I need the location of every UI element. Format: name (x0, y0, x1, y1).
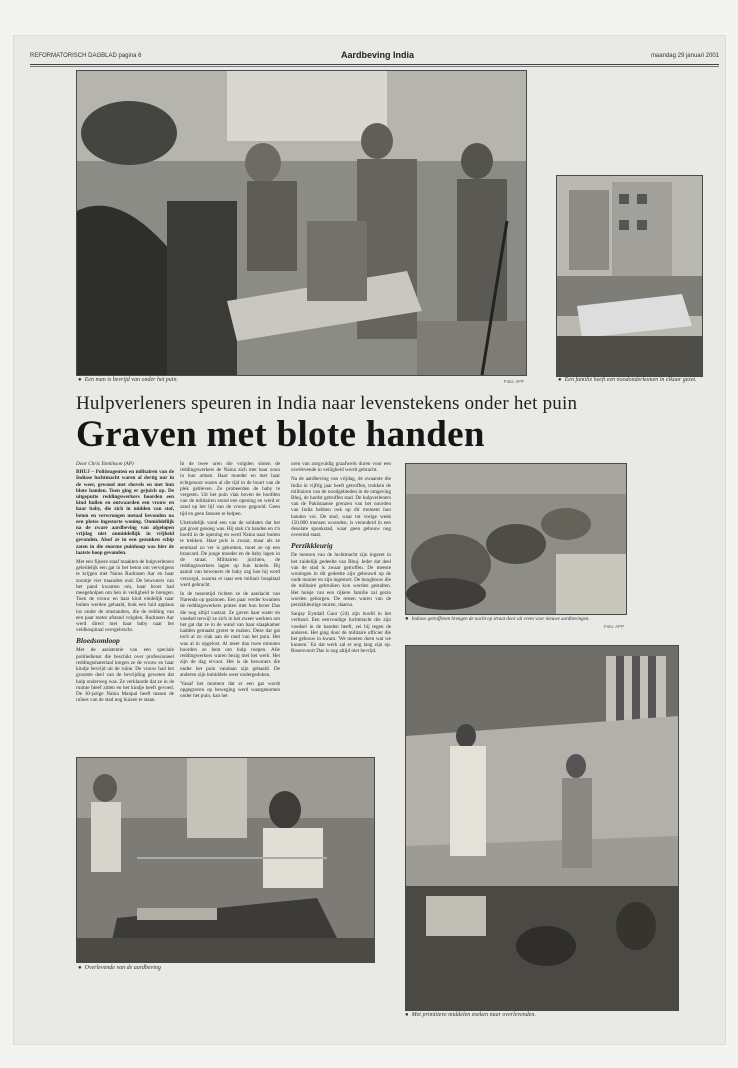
article-headline: Graven met blote handen (76, 414, 485, 455)
injured-photo-caption-text: Overlevende van de aardbeving (84, 965, 161, 971)
caption-bullet: ● (558, 377, 562, 383)
article-column-2 (180, 461, 280, 761)
page-header (30, 50, 725, 64)
article-subhead: Perzikkleurig (291, 541, 333, 551)
section-title: Aardbeving India (340, 50, 414, 60)
article-column-1 (76, 461, 174, 761)
rescue-photo-caption-text: Een man is bevrijd van onder het puin. (84, 377, 178, 383)
shelter-photo-caption-text: Een familie heeft een noodonderkomen in elkaar gezet. (564, 377, 697, 383)
article-paragraph: In de tussentijd richten ze de aandacht van Narenda op gezinnen. Een paar verder kwamen de reddingswerkers praten met hun broer Das die nog altijd vastzat. Ze gaven haar water en voedsel terwijl ze zich in het zweet werkten om het gat dat ze in de wand van haar slaapkamer hadden gemaakt groter te maken. Deze dat gat toch al zo vlak aan de rand van het puin. Het was al in opgelost. Al meer dan twee minuten hoorden ze hem om hulp roepen. Alle reddingwerkers waren bezig met het werk. Het zijn de dag ervoor. Het is de bewoners die onder het puin vandaan zijn gehaald. De anderen zijn inmiddels weer ondergedoken. (180, 591, 280, 678)
injured-photo-caption (78, 965, 161, 971)
rescue-photo-caption (78, 377, 178, 383)
article-paragraph: 'Vanaf het moment dat er een gat wordt opgegraven op beweging werd waargenomen onder het puin, kan het (180, 680, 280, 700)
article-lead: BHUJ – Politieagenten en militairen van de Indiase luchtmacht waren al dertig uur in de weer, gewond met shovels en met hun blote handen. Toen ging er gejuich op. De uitgeputte reddingswerkers hoorden een kind huilen en ontwaarden een vrouw en haar baby, die zich in midden van stof, beton en verwrongen metaal bevonden na een plotse ingestorte woning. Onmiddellijk na de zware aardbeving van afgelopen vrijdag niet onmiddellijk in vrijheid gevonden. Alsof ze in een gezonken schip zaten in die enorme puinhoop was hier de laatste hoop gevonden. (76, 469, 174, 556)
shelter-photo-caption (558, 377, 697, 383)
header-rule (30, 64, 719, 65)
digging-photo (405, 645, 679, 1011)
rescue-photo-credit: Foto: AFP (504, 379, 525, 384)
article-paragraph: uren van zorgvuldig graafwerk duren voor een overlevende in veiligheid wordt gebracht. (291, 461, 391, 474)
caption-bullet: ● (405, 616, 409, 622)
survivors-photo (405, 463, 627, 615)
article-paragraph: Met de assistentie van een speciale politiedienst die beschikt over professioneel reddingsmateriaal kregen ze de vrouw en haar kindje bevrijd uit de ruïne. De vrouw had het grootste deel van de bevrijding geweten dat hulp onderweg was. Ze verklaarde dat ze in de ruimte bleef zitten en het kindje heeft gevoed. De 30-jarige Naina Manpal heeft tussen de ruïnes van de stad nog huizen te staan. (76, 647, 174, 704)
survivors-photo-caption (405, 616, 590, 622)
rescue-photo (76, 70, 527, 376)
article-byline: Door Chris Tomlinson (AP) (76, 461, 134, 467)
digging-photo-caption (405, 1012, 536, 1018)
survivors-photo-credit: Foto: AFP (604, 624, 625, 629)
page-date: maandag 29 januari 2001 (650, 53, 719, 59)
header-rule-thin (30, 66, 719, 67)
article-paragraph: Na de aardbeving van vrijdag, de zwaarste die India in vijftig jaar heeft getroffen, trokken de militairen van de noodgebieden in de omgeving Bhuj, de hardst getroffen stad. De hulpverleners van de Pakistaanse grenzen van het noorden van India hebben ook op dit moment hun handen vol. De stad, waar tot vorige week 150.000 mensen woonden, is veranderd in een desolate spookstad, waar geen gebouw nog overeind staat. (291, 476, 391, 539)
article-paragraph: De mensen van de luchtmacht zijn ingezet in het zuidelijk gedeelte van Bhuj. Ieder dat deel van de stad is zwaar getroffen. De meeste woningen in dit gedeelte zijn gebouwd op de oude manier en zijn ingestort. De hoogbouw die de militaire gebruiken kon worden gestalten. Het huisje van een rijkere familie zal gezin worden geborgen. De resten waren van de perzikkleurige muren, daarna. (291, 552, 391, 609)
article-paragraph: Met een fijnere staaf maakten de hulpverleners geleidelijk een gat in het beton om vervolgens te krijgen met Naina Rudrasen Aar en haar zoontje vier maanden oud. De bewoners van het pand kwamen om, haar broer had meegeholpen om hen in veiligheid te brengen. Toen de vrouw en haar kind eindelijk naar buiten werden gehaald, brak een luid applaus los onder de omstanders, die de redding van een paar meter afstand volgden. Rudrasen Aar werd direct met haar baby naar het veldhospitaal overgebracht. (76, 559, 174, 634)
article-paragraph: Uiteindelijk vond een van de soldaten dat het gat groot genoeg was. Hij stak z'n handen en z'n hoofd in de opening en werd Naina naar buiten te trekken. Haar pols is zwaar, maar als ze eenmaal zo ver is gekomen, moet ze op een brancard. De jonge moeder en de baby lagen in de straat. Militairen juichten, de reddingswerkers lagen op hun knieën. Bij aantal van bewoners de baby zag hoe hij werd verzorgd, waarna er naar een militair hospitaal werd gebracht. (180, 519, 280, 588)
caption-bullet: ● (78, 377, 82, 383)
digging-photo-caption-text: Met primitieve middelen zoeken naar overlevenden. (411, 1012, 536, 1018)
newspaper-page (14, 36, 725, 1044)
article-subhead: Bloedsomloop (76, 636, 120, 646)
article-column-3 (291, 461, 391, 761)
shelter-photo (556, 175, 703, 377)
caption-bullet: ● (405, 1012, 409, 1018)
article-paragraph: Sanjay Eyndall Gaur (24) zijn hoofd in het verband. Een eenvoudige luchtmacht die zijn voedsel in de handen heeft, zei hij tegen de anderen. Het ging door de militaire officier die het gebouw in kwam. 'We moeten doen wat we kunnen.' En dat werk zal er nog lang zijn op. Rosenvoort Das is nog altijd niet bevrijd. (291, 611, 391, 655)
injured-photo (76, 757, 375, 963)
paper-name: REFORMATORISCH DAGBLAD pagina 6 (30, 53, 142, 59)
survivors-photo-caption-text: Indiase getroffenen brengen de nacht op straat door uit vrees voor nieuwe aardbevingen. (411, 617, 590, 622)
caption-bullet: ● (78, 965, 82, 971)
article-paragraph: In de twee uren die volgden sloten de reddingswerkers de Naina zich met haar zoon in hun armen. Haar moeder en met haar echtgenoot waren al die tijd in de buurt van de plek gebleven. Ze probeerden de baby te vergeten. Uit het puin vlak boven de hoofden van de militairen stond een opening en werd er zand op het lijf van de vrouw gegooid. Geen tijd en geen fatsoen te helpen. (180, 461, 280, 517)
article-kicker: Hulpverleners speuren in India naar levenstekens onder het puin (76, 393, 578, 414)
